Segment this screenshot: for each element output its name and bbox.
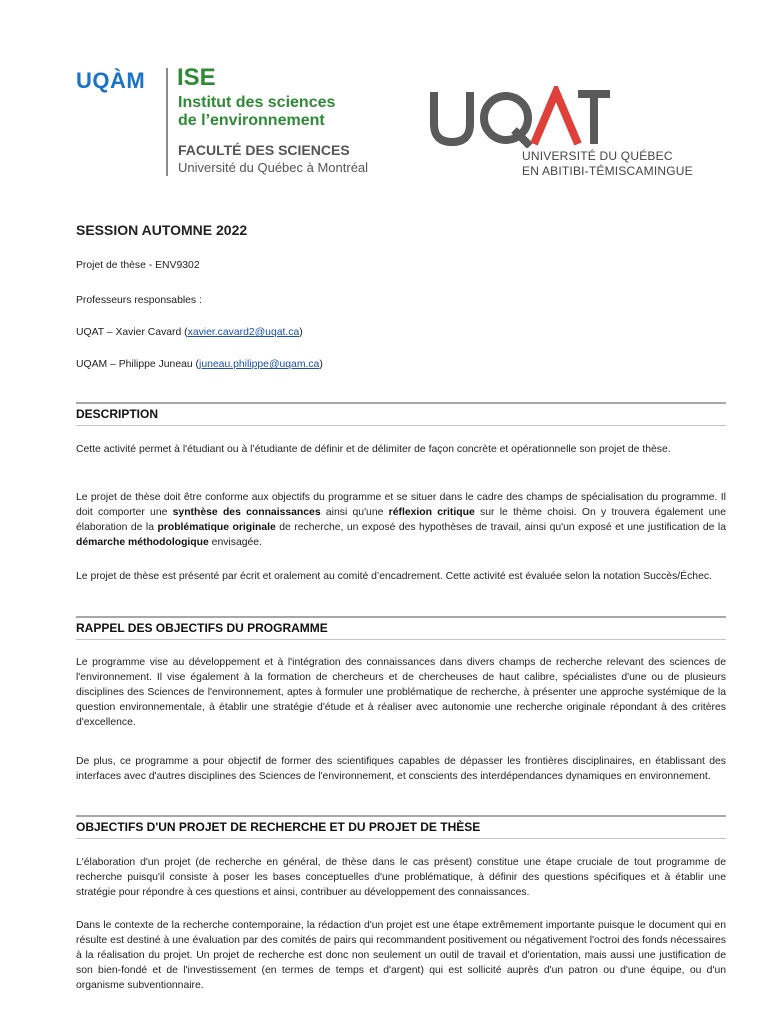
professor-2 (76, 357, 726, 372)
prof2-suffix: ) (319, 359, 323, 370)
objectifs-projet-text-2: Dans le contexte de la recherche contemporaine, la rédaction d'un projet est une étape extrêmement importante puisque le document qui en résulte est destiné à une évaluation par des comités de pairs qui recommandent positivement ou négativement l'octroi des fonds nécessaires à la réalisation du projet. Un projet de recherche est donc non seulement un outil de travail et d'orientation, mais aussi une justification de son bien-fondé et de l'investissement (en termes de temps et d'argent) qui est sollicité auprès d'un patron ou d'une équipe, ou d'un organisme subventionnaire. (76, 920, 726, 991)
section-rule-bottom (76, 838, 726, 839)
section-rule-top (76, 815, 726, 817)
university-name: Université du Québec à Montréal (178, 160, 369, 175)
description-text-2 (76, 490, 726, 550)
objectifs-projet-p1 (76, 855, 726, 900)
uqat-name-line1: UNIVERSITÉ DU QUÉBEC (522, 149, 673, 163)
professors-label (76, 293, 726, 308)
desc-p2-e: sur le thème choisi. On y trouvera également une élaboration de la (76, 507, 726, 533)
description-text-3: Le projet de thèse est présenté par écrit et oralement au comité d’encadrement. Cette activité est évaluée selon la notation Succès/Échec. (76, 571, 712, 582)
objectifs-programme-text-2: De plus, ce programme a pour objectif de former des scientifiques capables de dépasser les frontières disciplinaires, en établissant des interfaces avec d'autres disciplines des Sciences de l'environnement, et conscients des interdépendances dynamiques en environnement. (76, 756, 726, 782)
section-rule-top (76, 616, 726, 618)
prof1-suffix: ) (299, 327, 303, 338)
section-rule-bottom (76, 639, 726, 640)
desc-p2-i: envisagée. (208, 537, 262, 548)
prof2-email-link[interactable]: juneau.philippe@uqam.ca (199, 359, 320, 370)
description-p2 (76, 490, 726, 550)
ise-logo-line2: de l’environnement (178, 112, 325, 129)
prof1-email-link[interactable]: xavier.cavard2@uqat.ca (187, 327, 300, 338)
objectifs-programme-p1 (76, 655, 726, 730)
objectifs-programme-p2 (76, 754, 726, 784)
section-rule-top (76, 402, 726, 404)
desc-p2-c: ainsi qu'une (320, 507, 389, 518)
prof1-prefix: UQAT – Xavier Cavard ( (76, 327, 188, 338)
professor-1 (76, 325, 726, 340)
desc-p2-bold-synthese: synthèse des connaissances (172, 507, 321, 518)
description-p1 (76, 442, 726, 457)
description-text-1: Cette activité permet à l'étudiant ou à l’étudiante de définir et de délimiter de façon concrète et opérationnelle son projet de thèse. (76, 444, 671, 455)
faculty-name: FACULTÉ DES SCIENCES (178, 142, 350, 158)
objectifs-projet-heading: OBJECTIFS D'UN PROJET DE RECHERCHE ET DU PROJET DE THÈSE (76, 820, 481, 834)
desc-p2-bold-demarche: démarche méthodologique (76, 537, 209, 548)
description-heading: DESCRIPTION (76, 407, 159, 421)
ise-logo-line1: Institut des sciences (178, 94, 336, 111)
objectifs-projet-text-1: L'élaboration d'un projet (de recherche en général, de thèse dans le cas présent) constitue une étape cruciale de tout programme de recherche puisqu'il consiste à poser les bases conceptuelles d'une problématique, à définir des questions spécifiques et à établir une stratégie pour répondre à ces questions et ainsi, contribuer au développement des connaissances. (76, 857, 726, 898)
desc-p2-bold-reflexion: réflexion critique (388, 507, 475, 518)
description-p3 (76, 569, 726, 584)
logo-area (0, 0, 770, 200)
uqam-logo: UQÀM (76, 68, 146, 93)
uqat-name-line2: EN ABITIBI-TÉMISCAMINGUE (522, 164, 693, 178)
logo-divider (166, 68, 168, 176)
objectifs-programme-text-1: Le programme vise au développement et à l'intégration des connaissances dans divers champs de recherche relevant des sciences de l'environnement. Il vise également à la formation de chercheurs et de chercheuses de haut calibre, spécialistes d'une ou de plusieurs disciplines des Sciences de l'environnement, aptes à formuler une problématique de recherche, à présenter une approche systémique de la question environnementale, à établir une stratégie d'étude et à réaliser avec autonomie une recherche originale répondant à des critères d'excellence. (76, 657, 726, 728)
desc-p2-g: de recherche, un exposé des hypothèses de travail, ainsi qu'un exposé et une justification de la (275, 522, 726, 533)
objectifs-projet-p2 (76, 918, 726, 993)
ise-logo-title: ISE (177, 64, 216, 91)
section-rule-bottom (76, 425, 726, 426)
uqat-logo (430, 86, 610, 148)
course-line: Projet de thèse - ENV9302 (76, 260, 200, 271)
session-title: SESSION AUTOMNE 2022 (76, 222, 248, 238)
desc-p2-bold-problematique: problématique originale (157, 522, 276, 533)
prof2-prefix: UQAM – Philippe Juneau ( (76, 359, 200, 370)
course-code (76, 258, 726, 273)
desc-p2-a: Le projet de thèse doit être conforme aux objectifs du programme et se situer dans le cadre des champs de spécialisation du programme. Il doit comporter une (76, 492, 726, 518)
objectifs-programme-heading: RAPPEL DES OBJECTIFS DU PROGRAMME (76, 621, 328, 635)
professors-label-text: Professeurs responsables : (76, 295, 202, 306)
